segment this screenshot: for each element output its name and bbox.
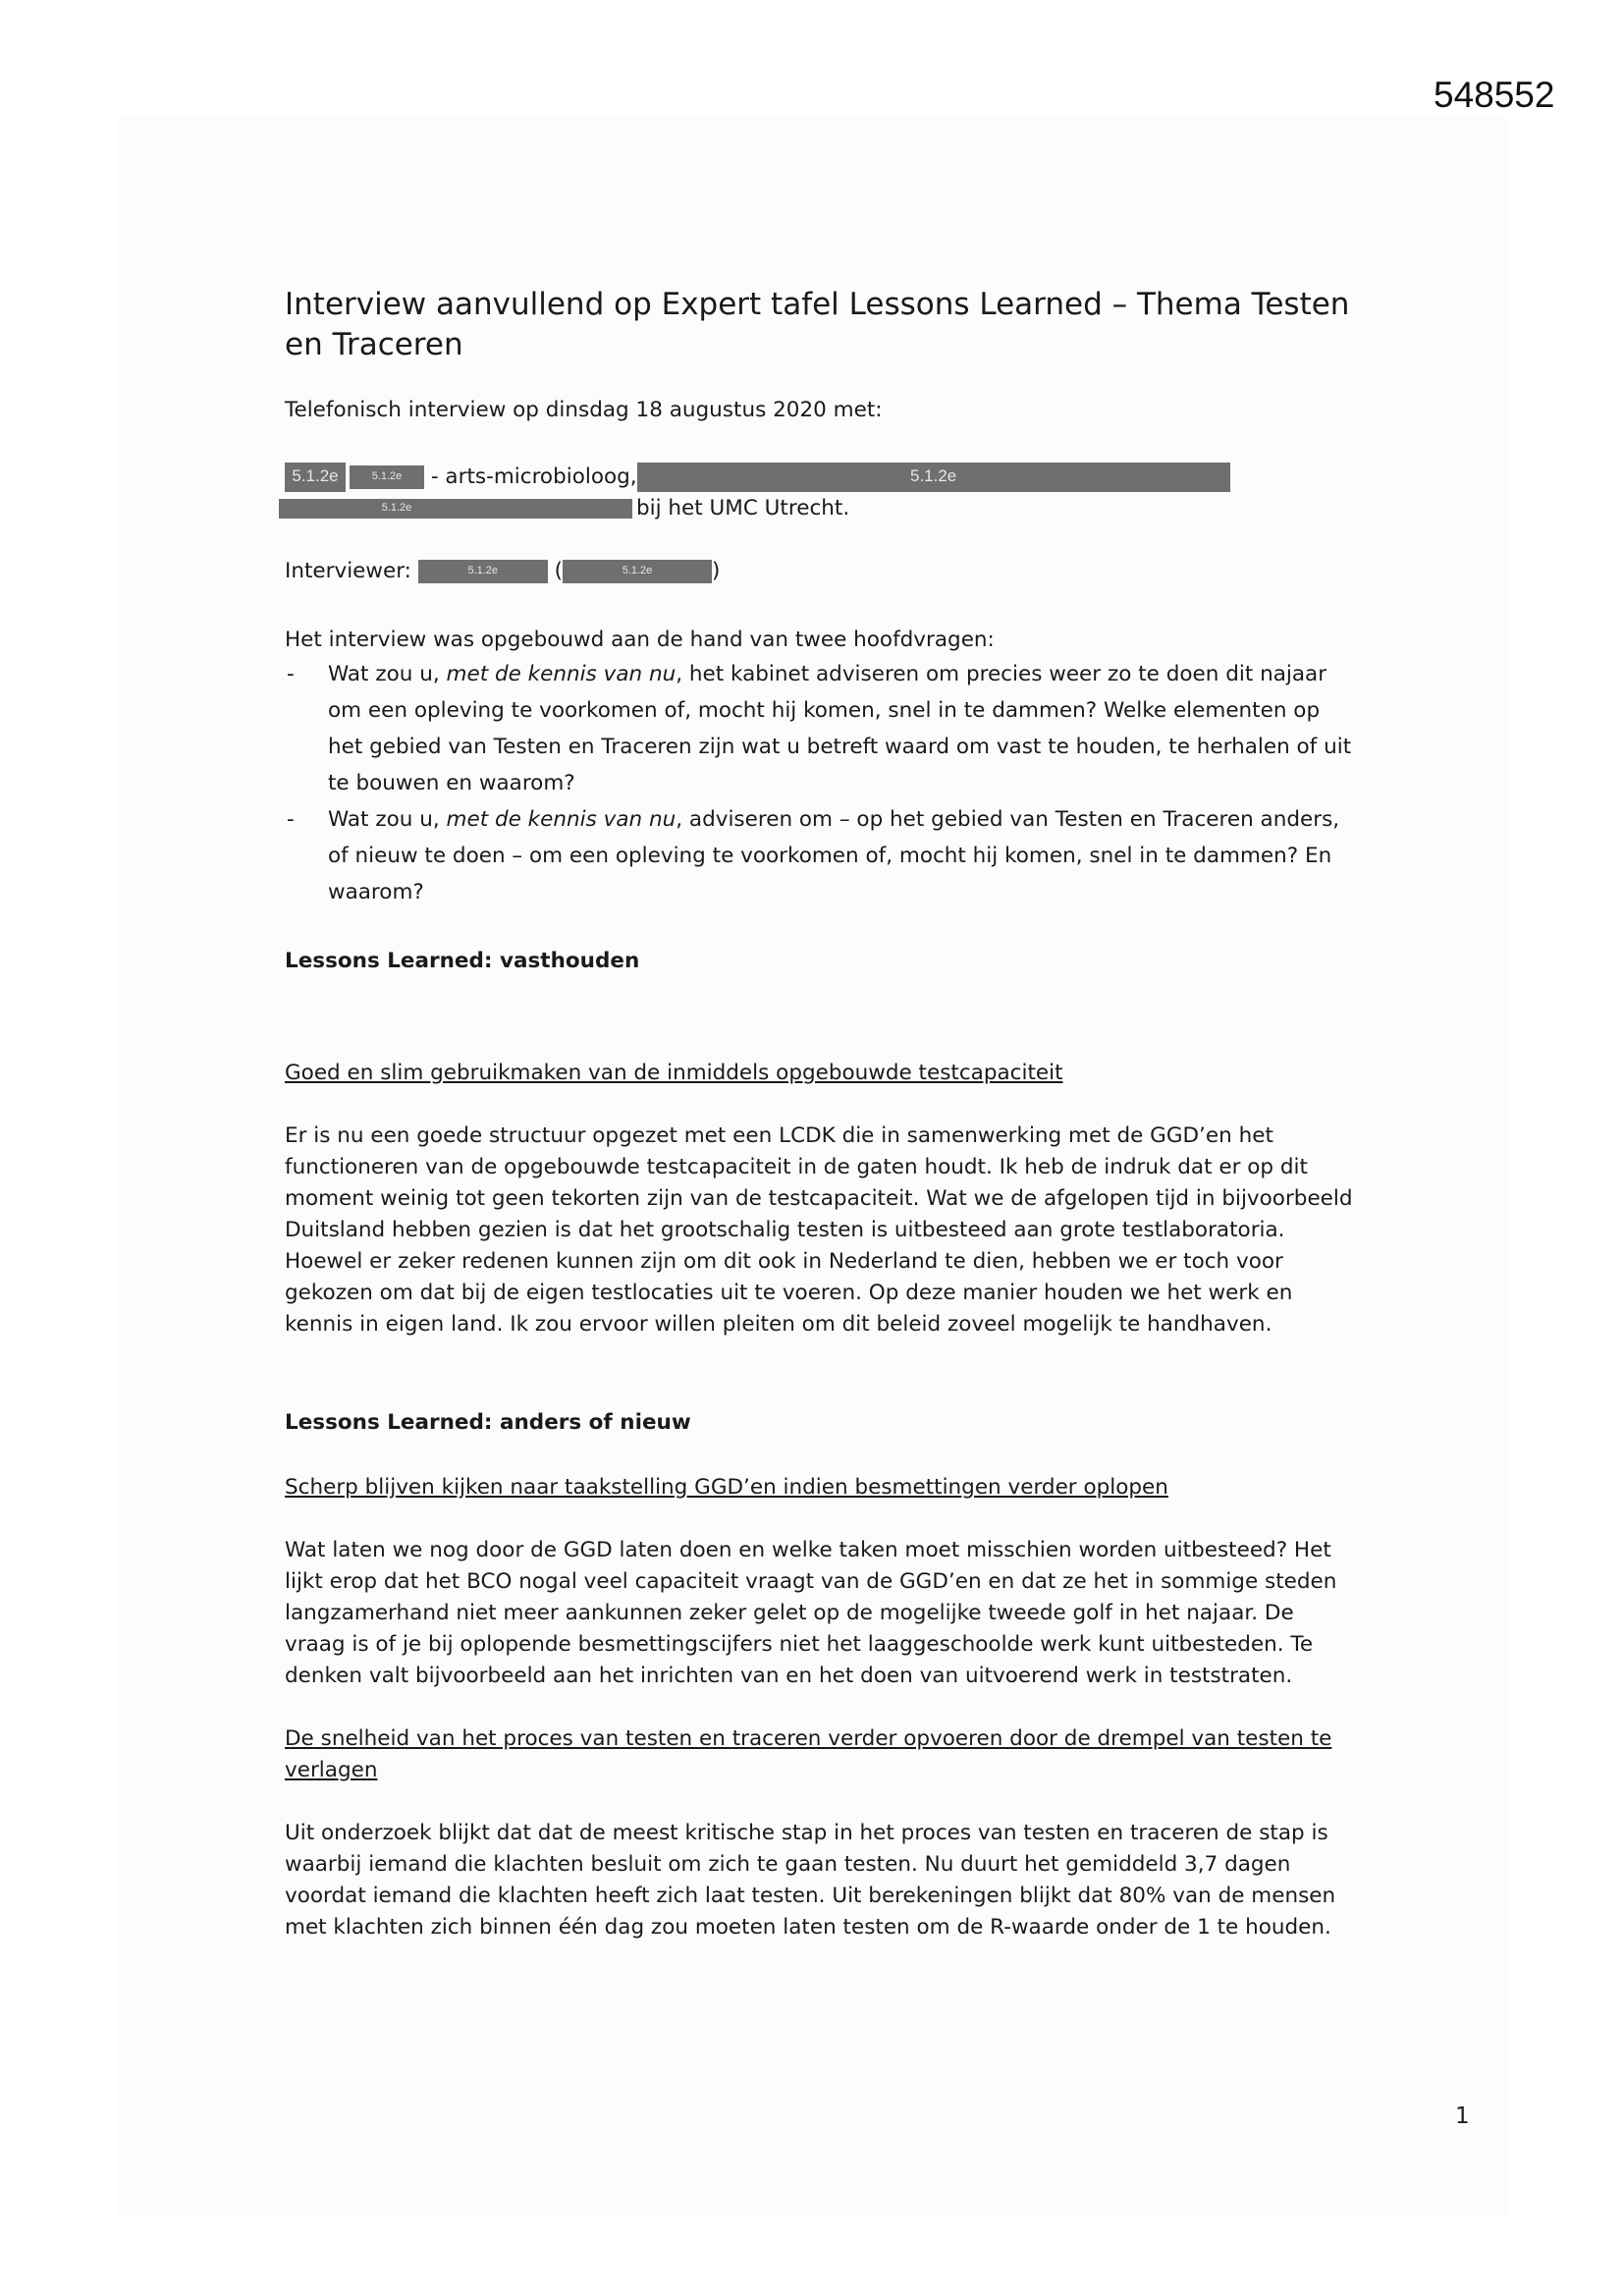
redacted-block bbox=[514, 499, 632, 519]
redacted-block: 5.1.2e bbox=[285, 463, 346, 492]
participant-affiliation: bij het UMC Utrecht. bbox=[636, 496, 850, 520]
question-text: Wat zou u, bbox=[328, 662, 447, 686]
participant-line-1 bbox=[285, 462, 1355, 493]
section-heading-vasthouden: Lessons Learned: vasthouden bbox=[285, 949, 640, 973]
page-number: 1 bbox=[1455, 2104, 1470, 2129]
question-emphasis: met de kennis van nu bbox=[446, 662, 677, 686]
participant-block bbox=[285, 462, 1355, 524]
question-item bbox=[285, 656, 1355, 801]
question-emphasis: met de kennis van nu bbox=[446, 807, 677, 832]
question-text: , adviseren om – op het gebied van Testen en Traceren anders, of nieuw te doen – om een opleving te voorkomen of, mocht hij komen, snel in te dammen? En waarom? bbox=[328, 807, 1340, 904]
document-id: 548552 bbox=[1434, 75, 1555, 115]
interview-intro: Telefonisch interview op dinsdag 18 augustus 2020 met: bbox=[285, 398, 883, 422]
document-title: Interview aanvullend op Expert tafel Lessons Learned – Thema Testen en Traceren bbox=[285, 287, 1350, 362]
participant-line-2 bbox=[285, 493, 1355, 524]
redacted-block: 5.1.2e bbox=[418, 560, 548, 583]
section-heading-anders-of-nieuw: Lessons Learned: anders of nieuw bbox=[285, 1410, 691, 1435]
subheading-testcapaciteit: Goed en slim gebruikmaken van de inmiddels opgebouwde testcapaciteit bbox=[285, 1061, 1063, 1085]
question-text: , het kabinet adviseren om precies weer zo te doen dit najaar om een opleving te voorkomen of, mocht hij komen, snel in te dammen? Welke elementen op het gebied van Testen en Traceren zijn wat u betreft waard om vast te houden, te herhalen of uit te bouwen en waarom? bbox=[328, 662, 1352, 795]
questions-intro: Het interview was opgebouwd aan de hand van twee hoofdvragen: bbox=[285, 628, 995, 652]
participant-role: - arts-microbioloog, bbox=[424, 465, 637, 489]
document-content bbox=[285, 285, 1355, 1943]
open-paren: ( bbox=[554, 559, 563, 583]
paragraph-snelheid: Uit onderzoek blijkt dat dat de meest kritische stap in het proces van testen en traceren de stap is waarbij iemand die klachten besluit om zich te gaan testen. Nu duurt het gemiddeld 3,7 dagen voordat iemand die klachten heeft zich laat testen. Uit berekeningen blijkt dat 80% van de mensen met klachten zich binnen één dag zou moeten laten testen om de R-waarde onder de 1 te houden. bbox=[285, 1821, 1336, 1940]
subheading-taakstelling: Scherp blijven kijken naar taakstelling GGD’en indien besmettingen verder oplopen bbox=[285, 1475, 1168, 1500]
redacted-block: 5.1.2e bbox=[279, 499, 514, 519]
question-item bbox=[285, 801, 1355, 910]
subheading-snelheid: De snelheid van het proces van testen en traceren verder opvoeren door de drempel van testen te verlagen bbox=[285, 1726, 1332, 1782]
paragraph-testcapaciteit: Er is nu een goede structuur opgezet met een LCDK die in samenwerking met de GGD’en het functioneren van de opgebouwde testcapaciteit in de gaten houdt. Ik heb de indruk dat er op dit moment weinig tot geen tekorten zijn van de testcapaciteit. Wat we de afgelopen tijd in bijvoorbeeld Duitsland hebben gezien is dat het grootschalig testen is uitbesteed aan grote testlaboratoria. Hoewel er zeker redenen kunnen zijn om dit ook in Nederland te dien, hebben we er toch voor gekozen om dat bij de eigen testlocaties uit te voeren. Op deze manier houden we het werk en kennis in eigen land. Ik zou ervoor willen pleiten om dit beleid zoveel mogelijk te handhaven. bbox=[285, 1123, 1353, 1337]
interviewer-line bbox=[285, 556, 1355, 587]
redacted-block: 5.1.2e bbox=[350, 465, 424, 489]
paragraph-taakstelling: Wat laten we nog door de GGD laten doen en welke taken moet misschien worden uitbesteed? Het lijkt erop dat het BCO nogal veel capaciteit vraagt van de GGD’en en dat ze het in sommige steden langzamerhand niet meer aankunnen zeker gelet op de mogelijke tweede golf in het najaar. De vraag is of je bij oplopende besmettingscijfers niet het laaggeschoolde werk kunt uitbesteden. Te denken valt bijvoorbeeld aan het inrichten van en het doen van uitvoerend werk in teststraten. bbox=[285, 1538, 1337, 1688]
question-text: Wat zou u, bbox=[328, 807, 447, 832]
redacted-block: 5.1.2e bbox=[563, 560, 712, 583]
questions-list bbox=[285, 656, 1355, 910]
interviewer-label: Interviewer: bbox=[285, 559, 411, 583]
redacted-block: 5.1.2e bbox=[637, 463, 1230, 492]
close-paren: ) bbox=[711, 559, 721, 583]
